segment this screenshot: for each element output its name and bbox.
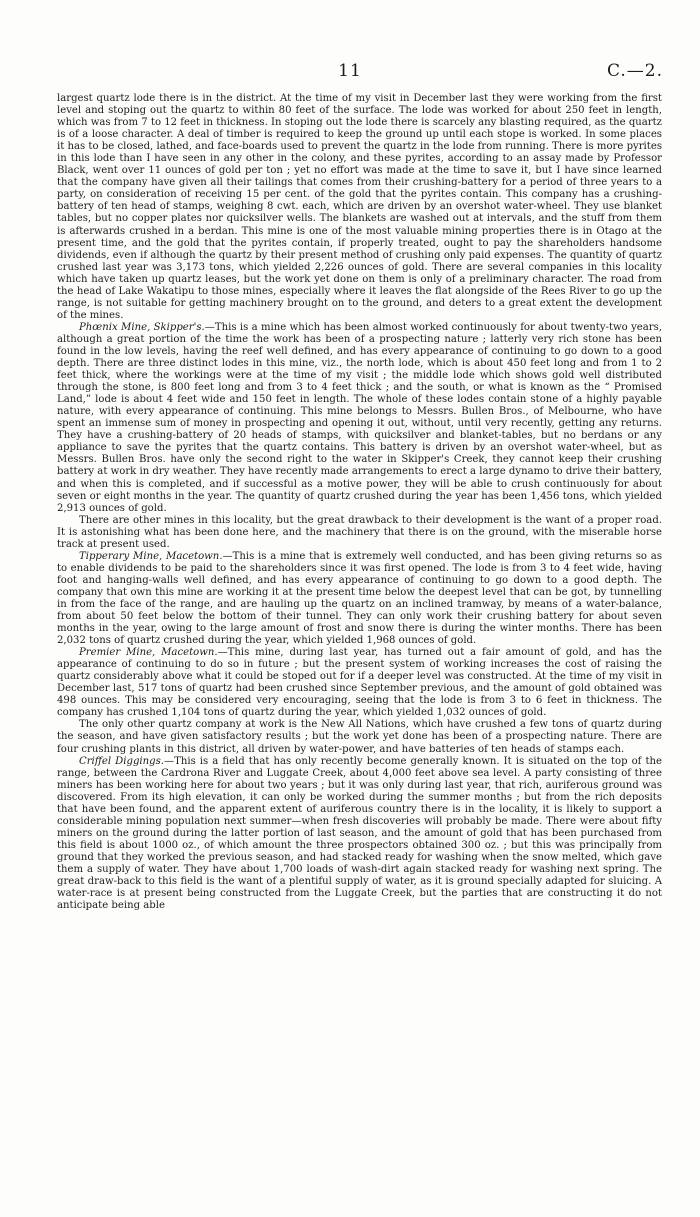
section-heading: Phœnix Mine, Skipper's.	[79, 321, 205, 333]
page-reference: C.—2.	[606, 61, 663, 81]
paragraph	[57, 93, 662, 322]
paragraph-text: —This is a mine which has been almost worked continuously for about twenty-two years, although a great portion of the time the work has been of a prospecting nature ; latterly very rich stone has been found in the low levels, having the reef well defined, and has every appearance of continuing to go down to a good depth. There are three distinct lodes in this mine, viz., the north lode, which is about 450 feet long and from 1 to 2 feet thick, where the workings were at the time of my visit ; the middle lode which shows gold well distributed through the stone, is 800 feet long and from 3 to 4 feet thick ; and the south, or what is known as the “ Promised Land,” lode is about 4 feet wide and 150 feet in length. The whole of these lodes contain stone of a highly payable nature, with every appearance of continuing. This mine belongs to Messrs. Bullen Bros., of Melbourne, who have spent an immense sum of money in prospecting and opening it out, without, until very recently, getting any returns. They have a crushing-battery of 20 heads of stamps, with quicksilver and blanket-tables, but no berdans or any appliance to save the pyrites that the quartz contains. This battery is driven by an overshot water-wheel, but as Messrs. Bullen Bros. have only the second right to the water in Skipper's Creek, they cannot keep their crushing battery at work in dry weather. They have recently made arrangements to erect a large dynamo to drive their battery, and when this is completed, and if successful as a motive power, they will be able to crush continuously for about seven or eight months in the year. The quantity of quartz crushed during the year has been 1,456 tons, which yielded 2,913 ounces of gold.	[57, 321, 662, 514]
paragraph-text: largest quartz lode there is in the district. At the time of my visit in December last they were working from the first level and stoping out the quartz to within 80 feet of the surface. The lode was worked for about 250 feet in length, which was from 7 to 12 feet in thickness. In stoping out the lode there is scarcely any blasting required, as the quartz is of a loose character. A deal of timber is required to keep the ground up until each stope is worked. In some places it has to be closed, lathed, and face-boards used to prevent the quartz in the lode from running. There is more pyrites in this lode than I have seen in any other in the colony, and these pyrites, according to an assay made by Professor Black, went over 11 ounces of gold per ton ; yet no effort was made at the time to save it, but I have since learned that the company have given all their tailings that comes from their crushing-battery for a period of three years to a party, on consideration of receiving 15 per cent. of the gold that the pyrites contain. This company has a crushing-battery of ten head of stamps, weighing 8 cwt. each, which are driven by an overshot water-wheel. They use blanket tables, but no copper plates nor quicksilver wells. The blankets are washed out at intervals, and the stuff from them is afterwards crushed in a berdan. This mine is one of the most valuable mining properties there is in Otago at the present time, and the gold that the pyrites contain, if properly treated, ought to pay the shareholders handsome dividends, even if although the quartz by their present method of crushing only paid expenses. The quantity of quartz crushed last year was 3,173 tons, which yielded 2,226 ounces of gold. There are several companies in this locality which have taken up quartz leases, but the work yet done on them is only of a preliminary character. The road from the head of Lake Wakatipu to those mines, especially where it leaves the flat alongside of the Rees River to go up the range, is not suitable for getting machinery brought on to the ground, and deters to a great extent the development of the mines.	[57, 93, 662, 321]
paragraph-phoenix-mine	[57, 322, 662, 515]
paragraph-criffel-diggings	[57, 756, 662, 913]
paragraph-text: The only other quartz company at work is the New All Nations, which have crushed a few tons of quartz during the season, and have given satisfactory results ; but the work yet done has been of a prospecting nature. There are four crushing plants in this district, all driven by water-power, and have batteries of ten heads of stamps each.	[57, 719, 662, 755]
paragraph	[57, 719, 662, 755]
paragraph	[57, 515, 662, 551]
section-heading: Tipperary Mine, Macetown.	[79, 550, 223, 562]
paragraph-text: There are other mines in this locality, but the great drawback to their development is the want of a proper road. It is astonishing what has been done here, and the machinery that there is on the ground, with the miserable horse track at present used.	[57, 514, 662, 550]
body-text	[57, 93, 662, 912]
paragraph-text: —This is a mine that is extremely well conducted, and has been giving returns so as to enable dividends to be paid to the shareholders since it was first opened. The lode is from 3 to 4 feet wide, having foot and hanging-walls well defined, and has every appearance of continuing to go down to a good depth. The company that own this mine are working it at the present time below the deepest level that can be got, by tunnelling in from the face of the range, and are hauling up the quartz on an inclined tramway, by means of a water-balance, from about 50 feet below the bottom of their tunnel. They can only work their crushing battery for about seven months in the year, owing to the large amount of frost and snow there is during the winter months. There has been 2,032 tons of quartz crushed during the year, which yielded 1,968 ounces of gold.	[57, 550, 662, 647]
paragraph-text: —This is a field that has only recently become generally known. It is situated on the top of the range, between the Cardrona River and Luggate Creek, about 4,000 feet above sea level. A party consisting of three miners has been working here for about two years ; but it was only during last year, that rich, auriferous ground was discovered. From its high elevation, it can only be worked during the summer months ; but from the rich deposits that have been found, and the apparent extent of auriferous country there is in the locality, it is likely to support a considerable mining population next summer—when fresh discoveries will probably be made. There were about fifty miners on the ground during the latter portion of last season, and the amount of gold that has been purchased from this field is about 1000 oz., of which amount the three prospectors obtained 300 oz. ; but this was principally from ground that they worked the previous season, and had stacked ready for washing when the snow melted, which gave them a supply of water. They have about 1,700 loads of wash-dirt again stacked ready for washing next spring. The great draw-back to this field is the want of a plentiful supply of water, as it is ground specially adapted for sluicing. A water-race is at present being constructed from the Luggate Creek, but the parties that are constructing it do not anticipate being able	[57, 755, 662, 912]
section-heading: Criffel Diggings.	[79, 755, 165, 767]
paragraph-premier-mine	[57, 647, 662, 719]
paragraph-text: —This mine, during last year, has turned out a fair amount of gold, and has the appearance of continuing to do so in future ; but the present system of working increases the cost of raising the quartz considerably above what it could be stoped out for if a deeper level was constructed. At the time of my visit in December last, 517 tons of quartz had been crushed since September previous, and the amount of gold obtained was 498 ounces. This may be considered very encouraging, seeing that the lode is from 3 to 6 feet in thickness. The company has crushed 1,104 tons of quartz during the year, which yielded 1,032 ounces of gold.	[57, 647, 662, 719]
section-heading: Premier Mine, Macetown.	[79, 647, 218, 659]
page-number: 11	[338, 61, 362, 81]
paragraph-tipperary-mine	[57, 551, 662, 647]
